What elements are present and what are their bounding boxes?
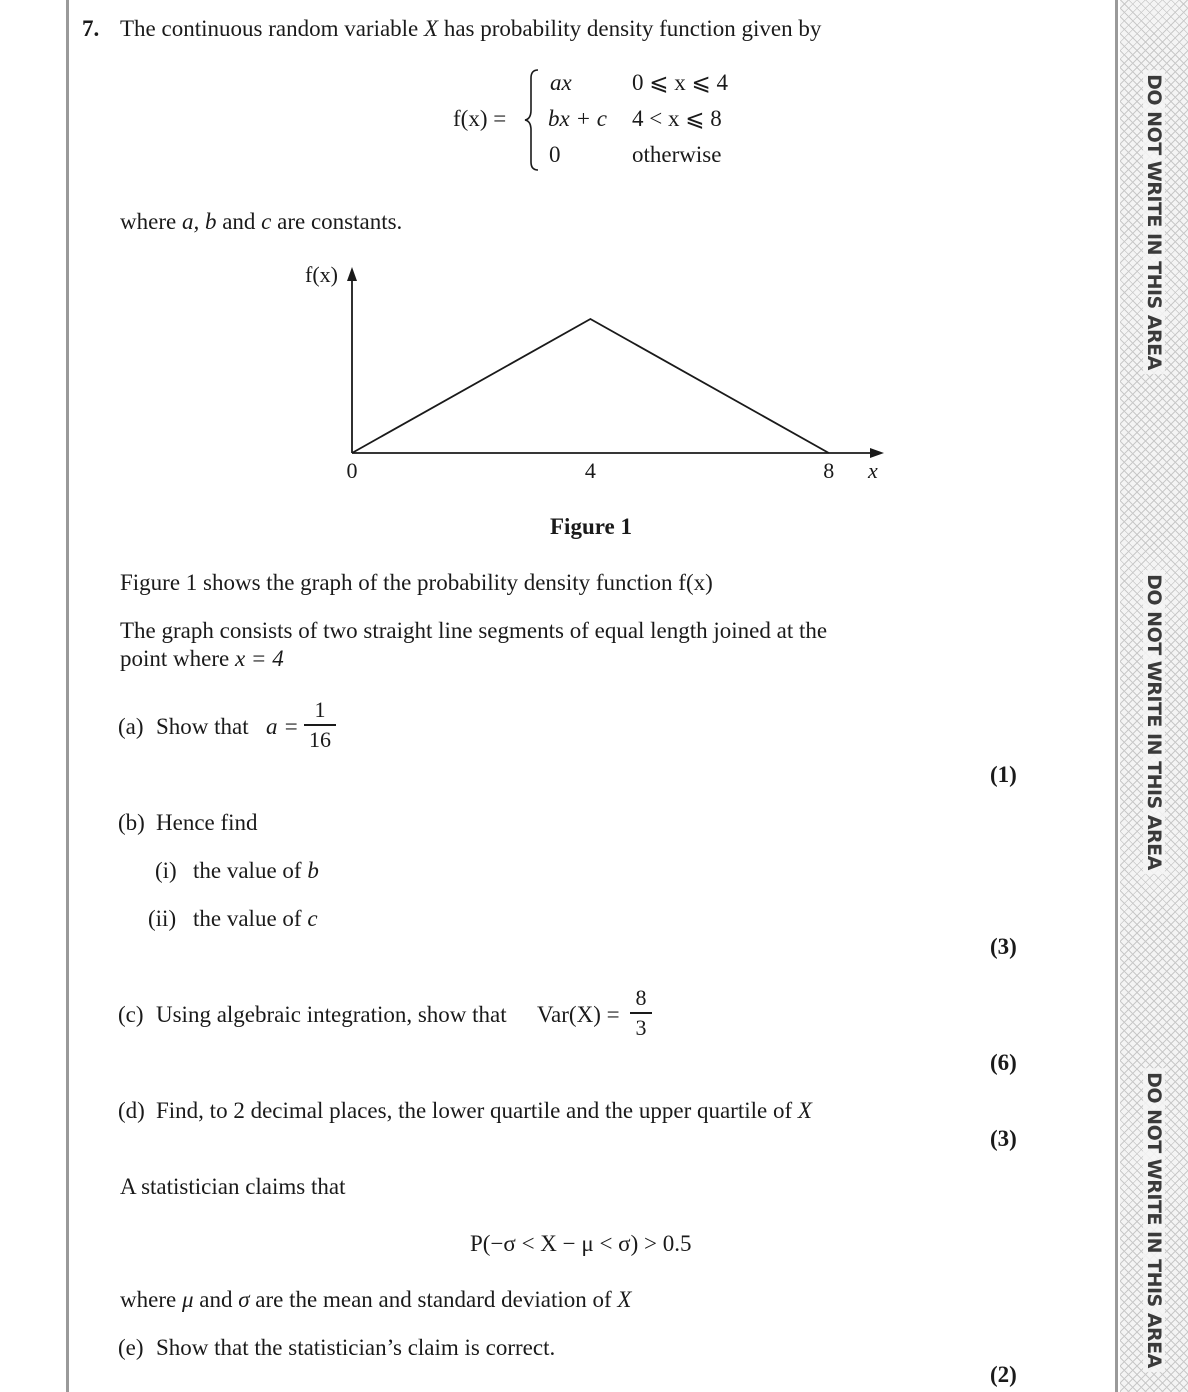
part-c-fraction (630, 986, 652, 1040)
y-axis-label: f(x) (305, 262, 338, 287)
right-margin-rule (1115, 0, 1118, 1392)
mean-sd-note (120, 1286, 631, 1314)
y-axis-arrowhead (347, 267, 357, 281)
part-b-ii-label: (ii) (148, 906, 177, 931)
pdf-case-1-expr: ax (550, 70, 572, 95)
part-e-text: Show that the statistician’s claim is correct. (156, 1335, 556, 1360)
x-tick-label: 0 (346, 458, 358, 483)
constants-note (120, 208, 402, 236)
pdf-series-line (352, 319, 829, 453)
x-tick-label: 8 (823, 458, 835, 483)
part-b-text: Hence find (156, 810, 258, 835)
intro-text-end: has probability density function given by (438, 16, 822, 41)
part-d-label: (d) (118, 1098, 145, 1123)
intro-variable: X (424, 16, 439, 41)
note-var-c: c (261, 209, 272, 234)
note-text: are constants. (271, 209, 403, 234)
part-b-ii-text (193, 905, 318, 933)
x-axis-arrowhead (870, 448, 884, 458)
part-b-marks: (3) (990, 934, 1017, 959)
claim-inequality: P(−σ < X − μ < σ) > 0.5 (470, 1231, 692, 1256)
part-e-label: (e) (118, 1335, 144, 1360)
fraction-denominator: 3 (635, 1014, 647, 1040)
b-ii-var: c (307, 906, 318, 931)
pdf-case-2-expr: bx + c (548, 106, 607, 131)
part-c-marks: (6) (990, 1050, 1017, 1075)
x-axis-label: x (868, 458, 878, 483)
part-d-text (156, 1097, 812, 1125)
figure-1-graph (290, 255, 900, 490)
margin-warning-label: DO NOT WRITE IN THIS AREA (1143, 70, 1165, 374)
fraction-numerator: 8 (635, 985, 647, 1010)
left-margin-rule (66, 0, 69, 1392)
part-c-text: Using algebraic integration, show that (156, 1002, 507, 1027)
desc-math: x = 4 (234, 646, 284, 671)
pdf-brace (522, 68, 544, 172)
where-text: and (193, 1287, 239, 1312)
part-a-text: Show that (156, 714, 249, 739)
part-d-marks: (3) (990, 1126, 1017, 1151)
b-i-text: the value of (193, 858, 308, 883)
part-c-math: Var(X) = (537, 1002, 620, 1027)
graph-description-line-2 (120, 645, 284, 673)
x-tick-label: 4 (584, 458, 596, 483)
d-var: X (797, 1098, 812, 1123)
b-i-var: b (307, 858, 319, 883)
part-a-fraction (304, 698, 336, 752)
part-c-label: (c) (118, 1002, 144, 1027)
where-var: X (617, 1287, 632, 1312)
intro-text: The continuous random variable (120, 16, 425, 41)
part-b-i-label: (i) (155, 858, 177, 883)
part-a-marks: (1) (990, 762, 1017, 787)
note-text: and (216, 209, 262, 234)
part-b-label: (b) (118, 810, 145, 835)
margin-warning-label: DO NOT WRITE IN THIS AREA (1143, 570, 1165, 874)
d-text: Find, to 2 decimal places, the lower quartile and the upper quartile of (156, 1098, 798, 1123)
where-text: are the mean and standard deviation of (249, 1287, 618, 1312)
question-intro (120, 15, 821, 43)
fraction-bar (630, 1012, 652, 1014)
mu-symbol: μ (181, 1287, 194, 1312)
claim-intro: A statistician claims that (120, 1174, 346, 1199)
where-text: where (120, 1287, 182, 1312)
b-ii-text: the value of (193, 906, 308, 931)
part-a-label: (a) (118, 714, 144, 739)
sigma-symbol: σ (238, 1287, 250, 1312)
margin-warning-label: DO NOT WRITE IN THIS AREA (1143, 1068, 1165, 1372)
question-number: 7. (82, 16, 100, 41)
graph-description-line-1: The graph consists of two straight line segments of equal length joined at the (120, 618, 828, 643)
note-text: where (120, 209, 182, 234)
fraction-numerator: 1 (314, 697, 326, 722)
part-e-marks: (2) (990, 1362, 1017, 1387)
figure-caption: Figure 1 (550, 514, 632, 539)
desc-text: point where (120, 646, 235, 671)
pdf-case-2-condition: 4 < x ⩽ 8 (632, 106, 722, 131)
fraction-denominator: 16 (309, 726, 331, 752)
figure-description: Figure 1 shows the graph of the probability density function f(x) (120, 570, 713, 595)
pdf-lhs: f(x) = (453, 106, 507, 131)
fraction-bar (304, 724, 336, 726)
pdf-case-1-condition: 0 ⩽ x ⩽ 4 (632, 70, 729, 95)
pdf-case-3-expr: 0 (549, 142, 561, 167)
part-a-math: a = (266, 714, 299, 739)
part-b-i-text (193, 857, 319, 885)
note-vars: a, b (181, 209, 217, 234)
pdf-case-3-condition: otherwise (632, 142, 722, 167)
